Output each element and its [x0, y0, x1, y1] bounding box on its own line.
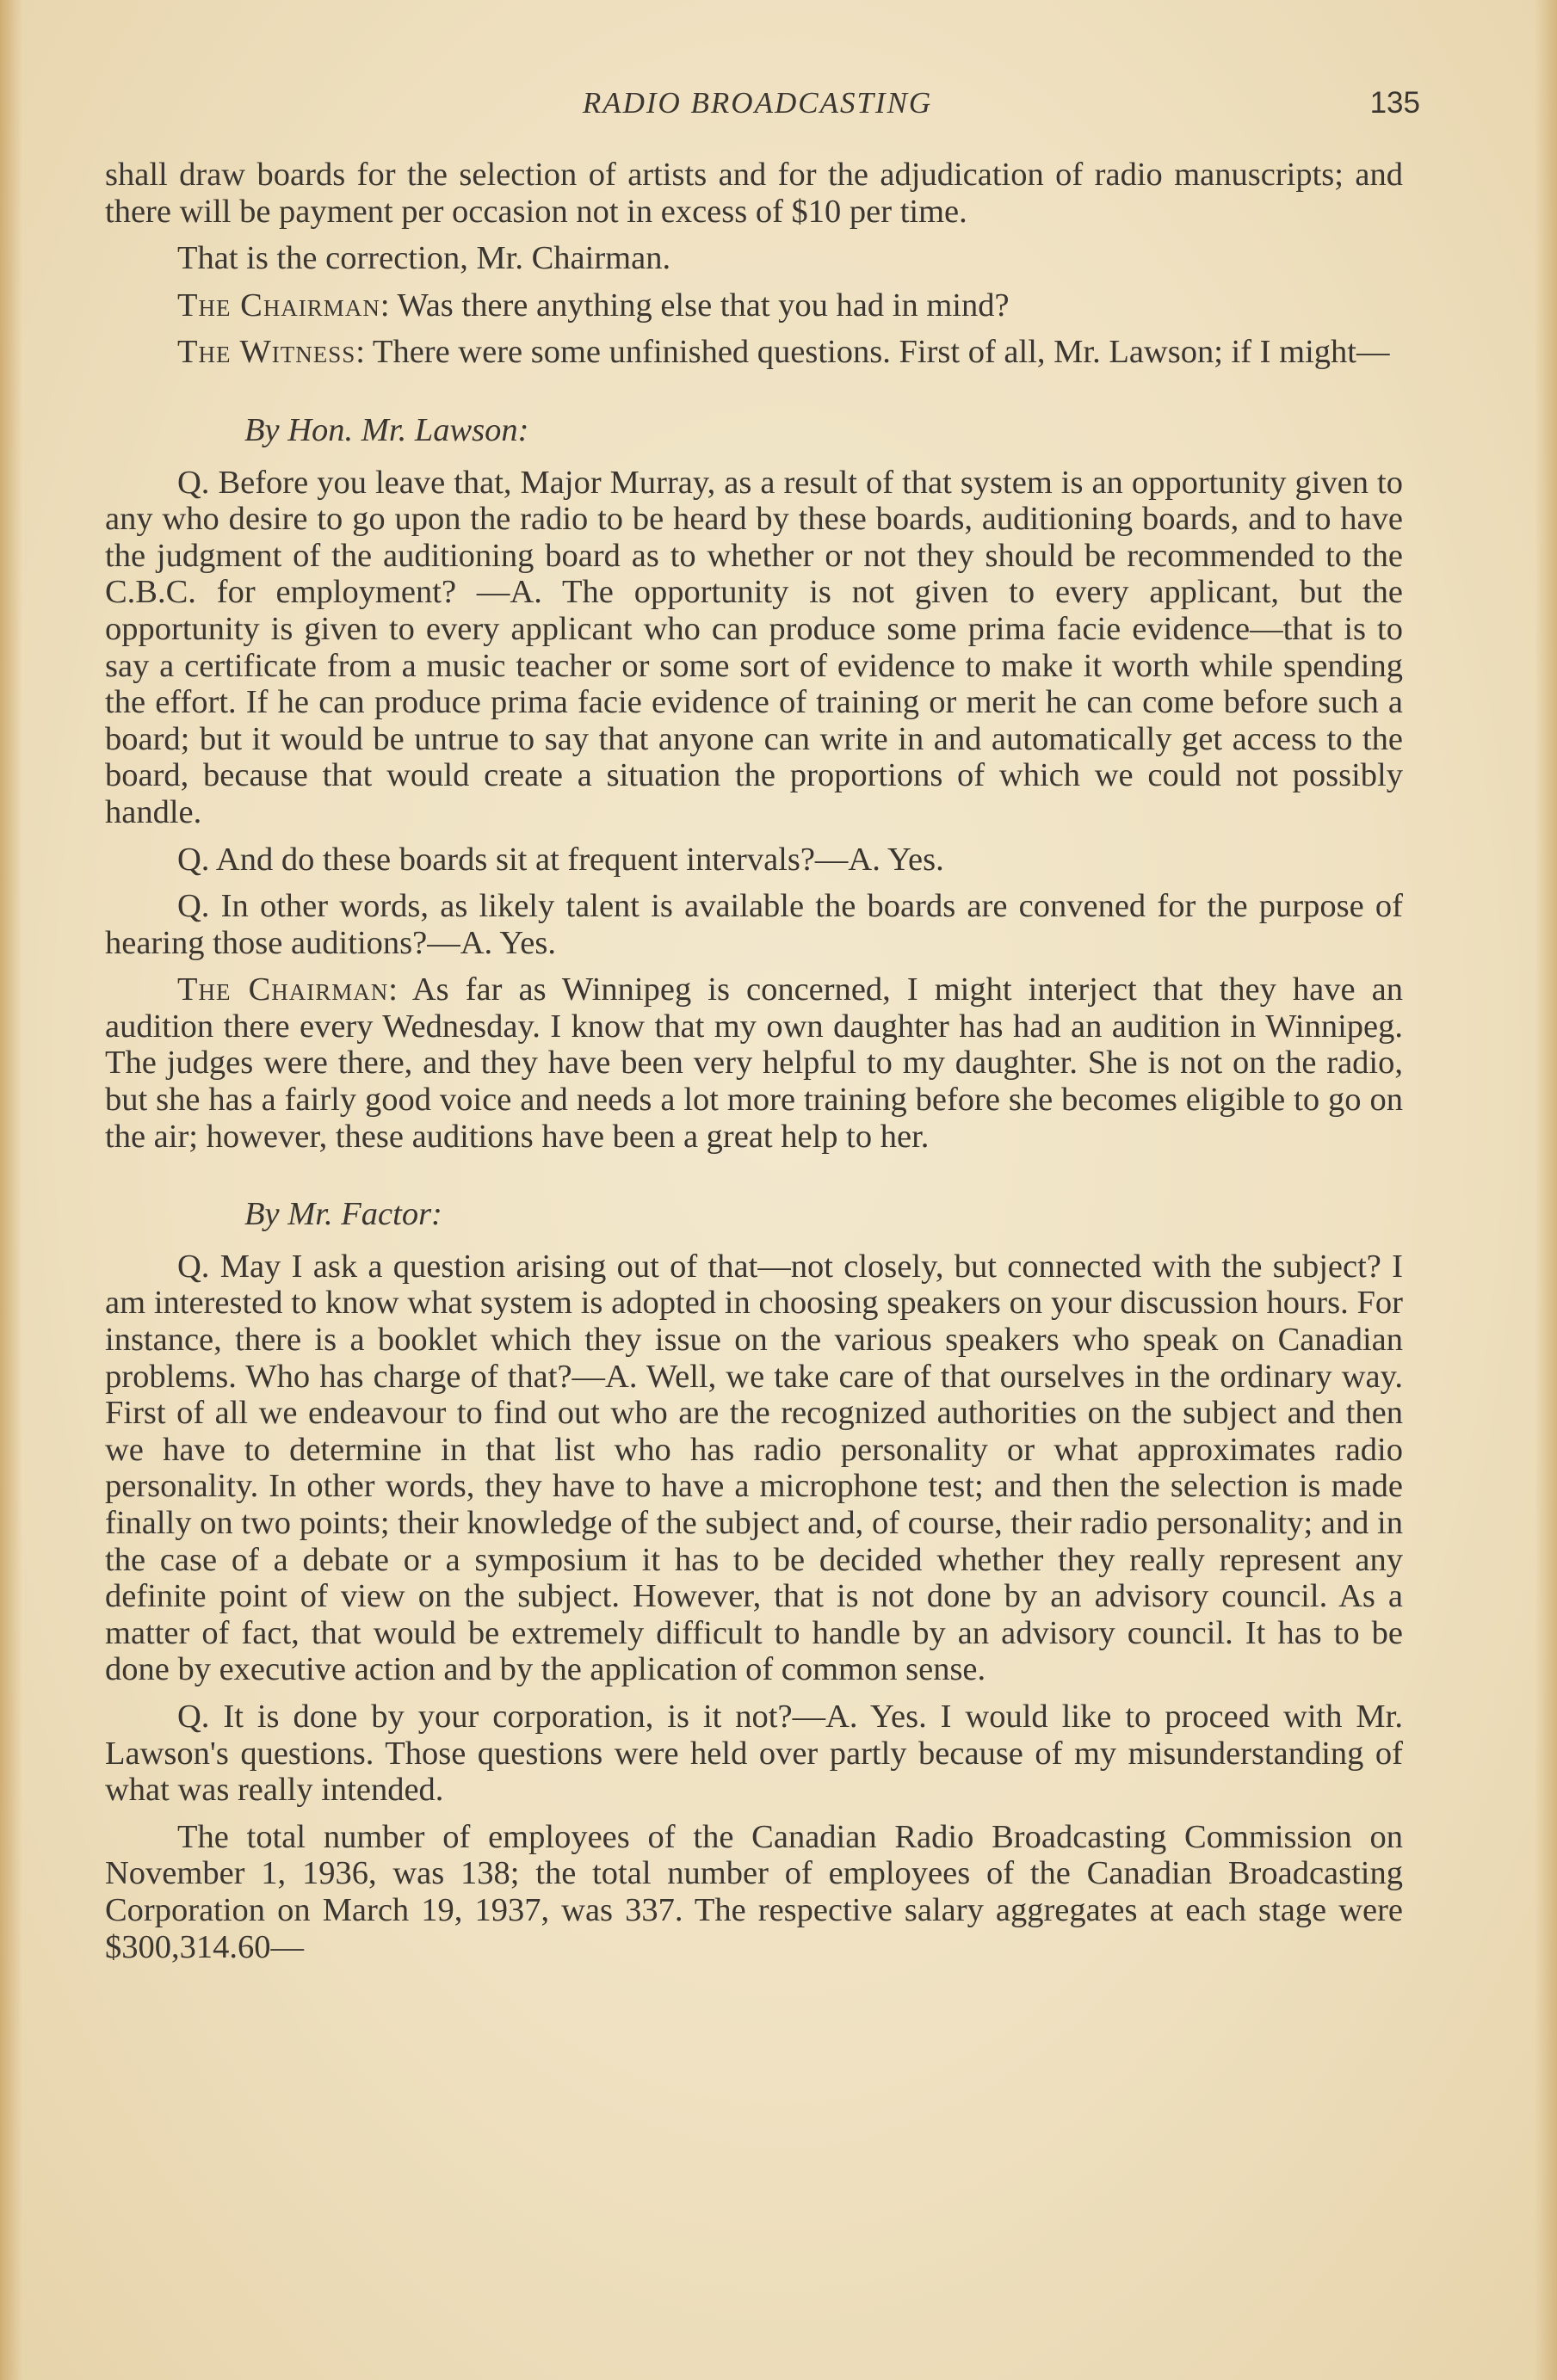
paragraph-question: Q. In other words, as likely talent is available the boards are convened for the purpose of hearing those auditions?—A. Yes.: [105, 888, 1403, 961]
running-title: RADIO BROADCASTING: [582, 86, 933, 120]
page-edge-shadow-left: [0, 0, 22, 2380]
speaker-label: The Chairman: [177, 287, 380, 324]
section-heading-lawson: By Hon. Mr. Lawson:: [244, 411, 529, 448]
speaker-label: The Witness: [177, 334, 356, 371]
paragraph-question: Q. And do these boards sit at frequent intervals?—A. Yes.: [177, 841, 944, 878]
paragraph-chairman: [105, 971, 1403, 1155]
page-number: 135: [1369, 86, 1420, 120]
section-heading-factor: By Mr. Factor:: [244, 1196, 442, 1233]
speech-text: : Was there anything else that you had in mind?: [380, 287, 1010, 324]
paragraph: That is the correction, Mr. Chairman.: [177, 240, 671, 277]
page-edge-shadow-right: [1535, 0, 1557, 2380]
running-header: [103, 86, 1420, 134]
paragraph-question: Q. It is done by your corporation, is it not?—A. Yes. I would like to proceed with Mr. Lawson's questions. Those questions were held over partly because of my misunderstanding of what was really intended.: [105, 1698, 1403, 1809]
speech-text: : As far as Winnipeg is concerned, I might interject that they have an audition there every Wednesday. I know that my own daughter has had an audition in Winnipeg. The judges were there, and they have been very helpful to my daughter. She is not on the radio, but she has a fairly good voice and needs a lot more training before she becomes eligible to go on the air; however, these auditions have been a great help to her.: [105, 971, 1403, 1155]
paragraph-chairman: [105, 287, 1403, 324]
speech-text: : There were some unfinished questions. First of all, Mr. Lawson; if I might—: [355, 334, 1390, 371]
paragraph: The total number of employees of the Canadian Radio Broadcasting Commission on November 1, 1936, was 138; the total number of employees of the Canadian Broadcasting Corporation on March 19, 1937, was 337. The respective salary aggregates at each stage were $300,314.60—: [105, 1818, 1403, 1965]
paragraph-witness: [105, 334, 1403, 371]
body-text: [105, 157, 1403, 1976]
paragraph-question: Q. Before you leave that, Major Murray, as a result of that system is an opportunity given to any who desire to go upon the radio to be heard by these boards, auditioning boards, and to have the judgment of the auditioning board as to whether or not they should be recommended to the C.B.C. for employment? —A. The opportunity is not given to every applicant, but the opportunity is given to every applicant who can produce some prima facie evidence—that is to say a certificate from a music teacher or some sort of evidence to make it worth while spending the effort. If he can produce prima facie evidence of training or merit he can come before such a board; but it would be untrue to say that anyone can write in and automatically get access to the board, because that would create a situation the proportions of which we could not possibly handle.: [105, 464, 1403, 830]
paragraph-question: Q. May I ask a question arising out of that—not closely, but connected with the subject? I am interested to know what system is adopted in choosing speakers on your discussion hours. For instance, there is a booklet which they issue on the various speakers who speak on Canadian problems. Who has charge of that?—A. Well, we take care of that ourselves in the ordinary way. First of all we endeavour to find out who are the recognized authorities on the subject and then we have to determine in that list who has radio personality or what approximates radio personality. In other words, they have to have a microphone test; and then the selection is made finally on two points; their knowledge of the subject and, of course, their radio personality; and in the case of a debate or a symposium it has to be decided whether they really represent any definite point of view on the subject. However, that is not done by an advisory council. As a matter of fact, that would be extremely difficult to handle by an advisory council. It has to be done by executive action and by the application of common sense.: [105, 1248, 1403, 1688]
paragraph-continuation: shall draw boards for the selection of artists and for the adjudication of radio manuscripts; and there will be payment per occasion not in excess of $10 per time.: [105, 157, 1403, 230]
speaker-label: The Chairman: [177, 971, 389, 1008]
